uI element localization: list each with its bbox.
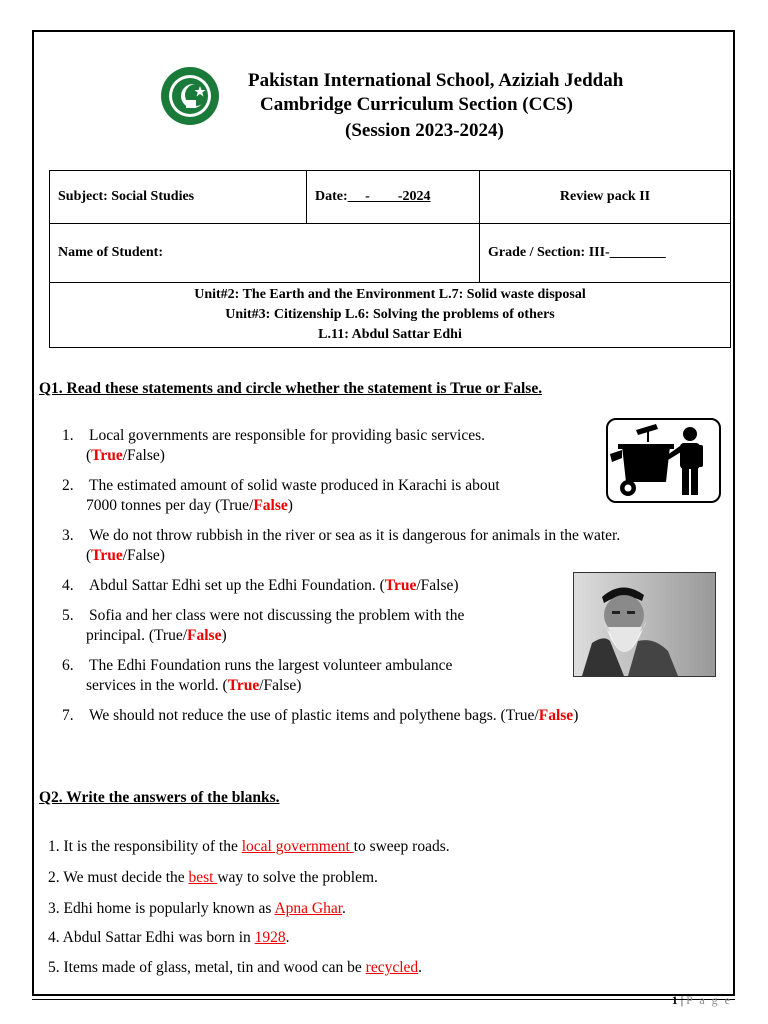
trash-bin-icon xyxy=(608,420,719,501)
portrait-photo xyxy=(573,572,716,677)
question-2-title: Q2. Write the answers of the blanks. xyxy=(39,789,280,806)
units-cell xyxy=(50,283,731,348)
statement-4: 4. Abdul Sattar Edhi set up the Edhi Foundation. (True/False) xyxy=(62,577,459,594)
review-cell: Review pack II xyxy=(480,171,731,224)
statement-6: 6. The Edhi Foundation runs the largest volunteer ambulance services in the world. (True/False) xyxy=(62,657,453,694)
unit-line: Unit#3: Citizenship L.6: Solving the problems of others xyxy=(225,307,555,322)
school-name: Pakistan International School, Aziziah Jeddah xyxy=(248,70,624,91)
unit-line: L.11: Abdul Sattar Edhi xyxy=(318,327,462,342)
blank-1: 1. It is the responsibility of the local government to sweep roads. xyxy=(48,838,450,855)
session-title: (Session 2023-2024) xyxy=(345,120,504,141)
blank-2: 2. We must decide the best way to solve the problem. xyxy=(48,869,378,886)
subject-cell: Subject: Social Studies xyxy=(50,171,307,224)
page-footer: 1 | P a g e xyxy=(671,993,732,1007)
info-table xyxy=(49,170,731,348)
trash-bin-picture xyxy=(606,418,721,503)
unit-line: Unit#2: The Earth and the Environment L.7: Solid waste disposal xyxy=(194,287,586,302)
blank-5: 5. Items made of glass, metal, tin and wood can be recycled. xyxy=(48,959,423,976)
school-logo xyxy=(160,66,220,126)
question-1-title: Q1. Read these statements and circle whether the statement is True or False. xyxy=(39,380,543,397)
statement-2: 2. The estimated amount of solid waste produced in Karachi is about 7000 tonnes per day (True/False) xyxy=(62,477,500,514)
curriculum-section: Cambridge Curriculum Section (CCS) xyxy=(260,94,573,115)
date-cell: Date: - -2024 xyxy=(307,171,480,224)
statement-5: 5. Sofia and her class were not discussing the problem with the principal. (True/False) xyxy=(62,607,465,644)
blank-4: 4. Abdul Sattar Edhi was born in 1928. xyxy=(48,929,290,946)
statement-1: 1. Local governments are responsible for providing basic services. (True/False) xyxy=(62,427,485,464)
grade-cell: Grade / Section: III-________ xyxy=(480,224,731,283)
page-border-double-line xyxy=(32,999,735,1000)
blank-3: 3. Edhi home is popularly known as Apna Ghar. xyxy=(48,900,346,917)
student-name-cell: Name of Student: xyxy=(50,224,480,283)
statement-3: 3. We do not throw rubbish in the river or sea as it is dangerous for animals in the water. (True/False) xyxy=(62,527,621,564)
statement-7: 7. We should not reduce the use of plastic items and polythene bags. (True/False) xyxy=(62,707,579,724)
